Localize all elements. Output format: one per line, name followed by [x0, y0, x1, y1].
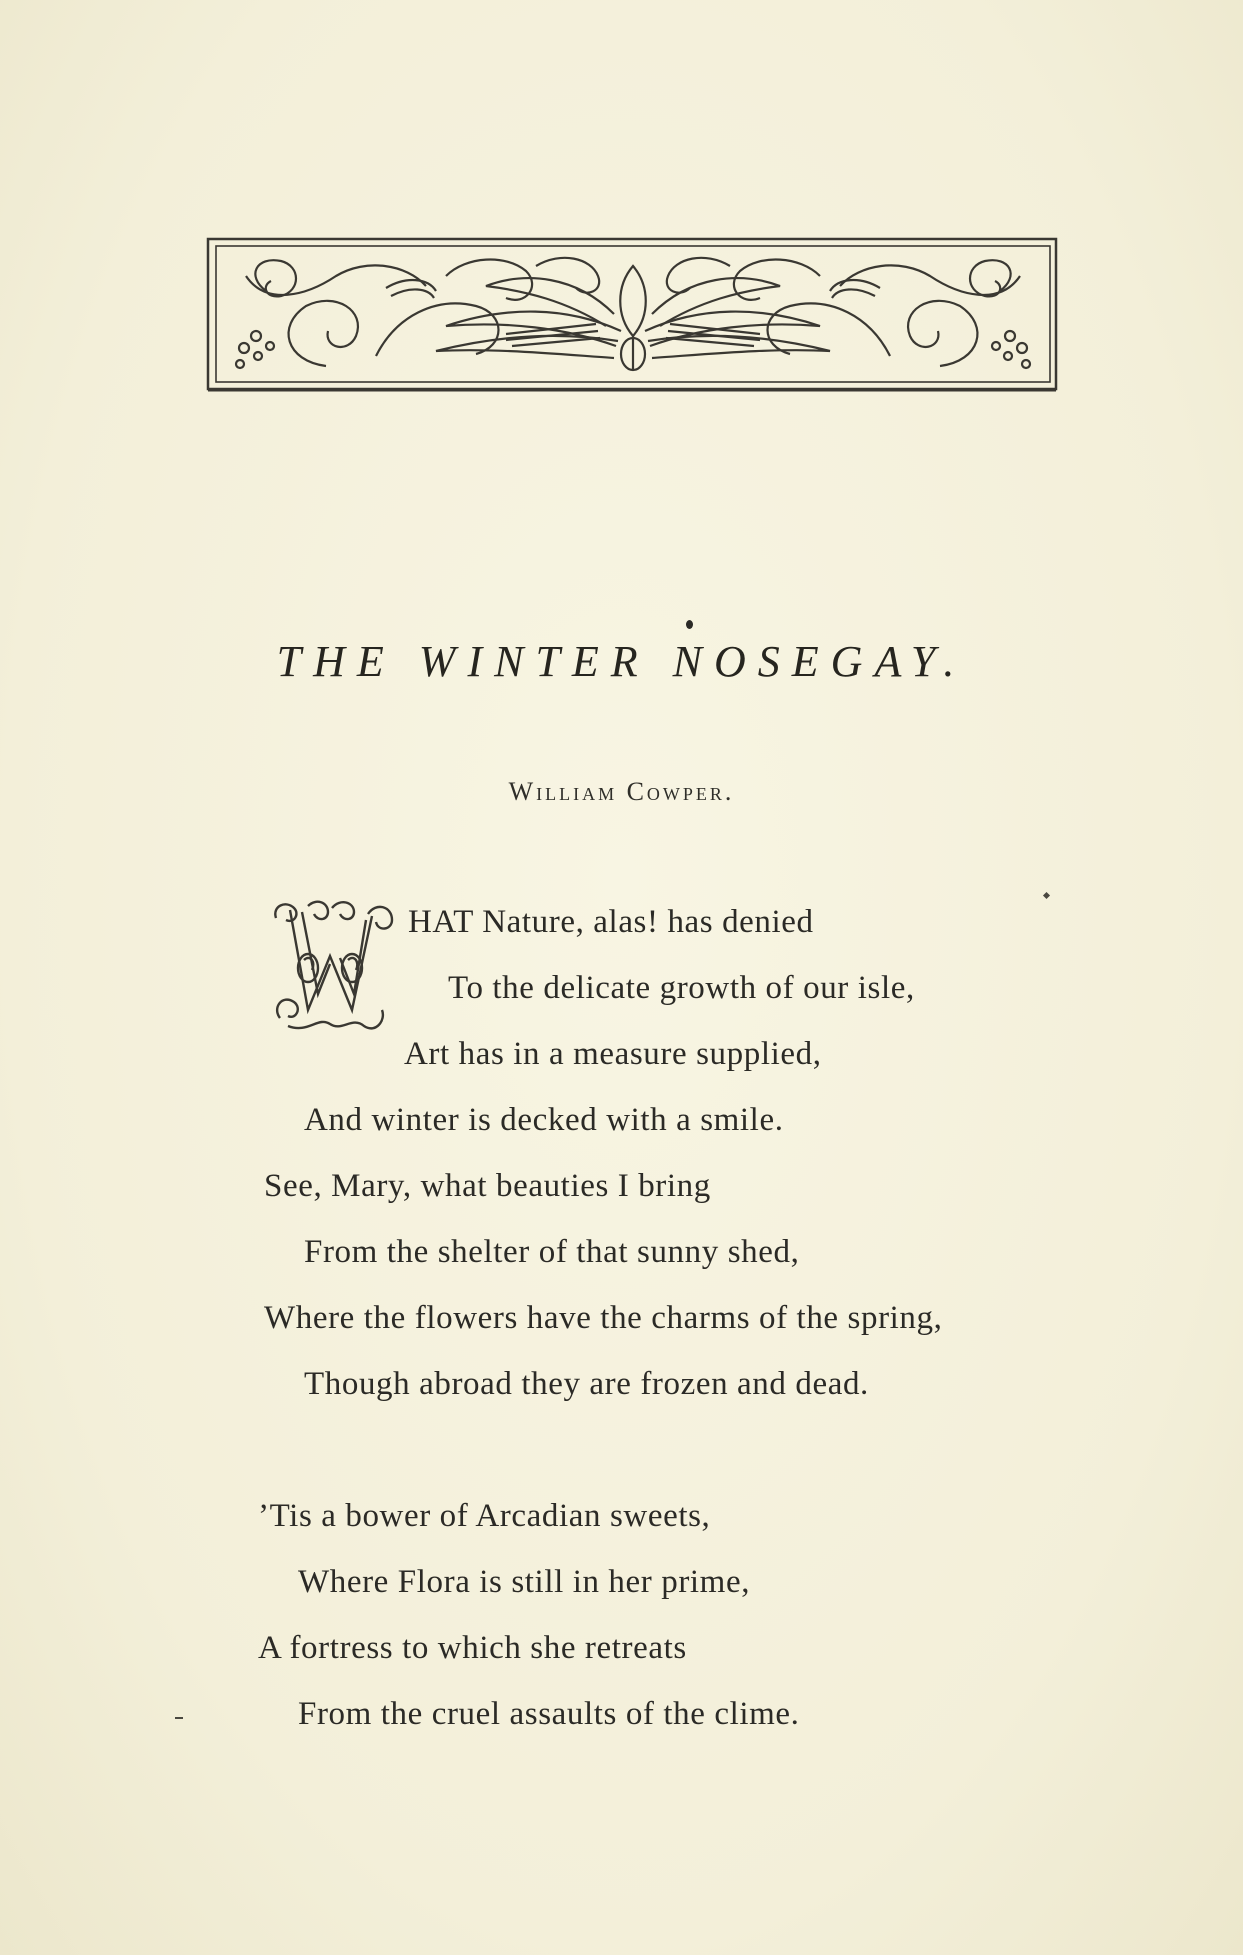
print-mark	[1043, 892, 1050, 899]
poem-line: From the cruel assaults of the clime.	[298, 1696, 800, 1732]
poem-line: A fortress to which she retreats	[258, 1630, 687, 1666]
poem-line: Where Flora is still in her prime,	[298, 1564, 751, 1600]
poem-line: And winter is decked with a smile.	[304, 1102, 784, 1138]
poem-author: William Cowper.	[508, 777, 735, 806]
poem-line: From the shelter of that sunny shed,	[304, 1234, 800, 1270]
ornamental-scroll-headpiece-icon	[206, 236, 1060, 394]
poem-line: Though abroad they are frozen and dead.	[304, 1366, 869, 1402]
title-dot-mark	[686, 620, 693, 629]
print-mark	[175, 1717, 183, 1719]
poem-line: Where the flowers have the charms of the spring,	[264, 1300, 943, 1336]
poem-line: Art has in a measure supplied,	[404, 1036, 822, 1072]
poem-line: ’Tis a bower of Arcadian sweets,	[258, 1498, 711, 1534]
ornamental-initial-w-icon	[268, 898, 400, 1034]
poem-line: To the delicate growth of our isle,	[448, 970, 915, 1006]
poem-title: THE WINTER NOSEGAY.	[276, 637, 967, 686]
poem-line: See, Mary, what beauties I bring	[264, 1168, 711, 1204]
poem-line: HAT Nature, alas! has denied	[408, 904, 814, 940]
